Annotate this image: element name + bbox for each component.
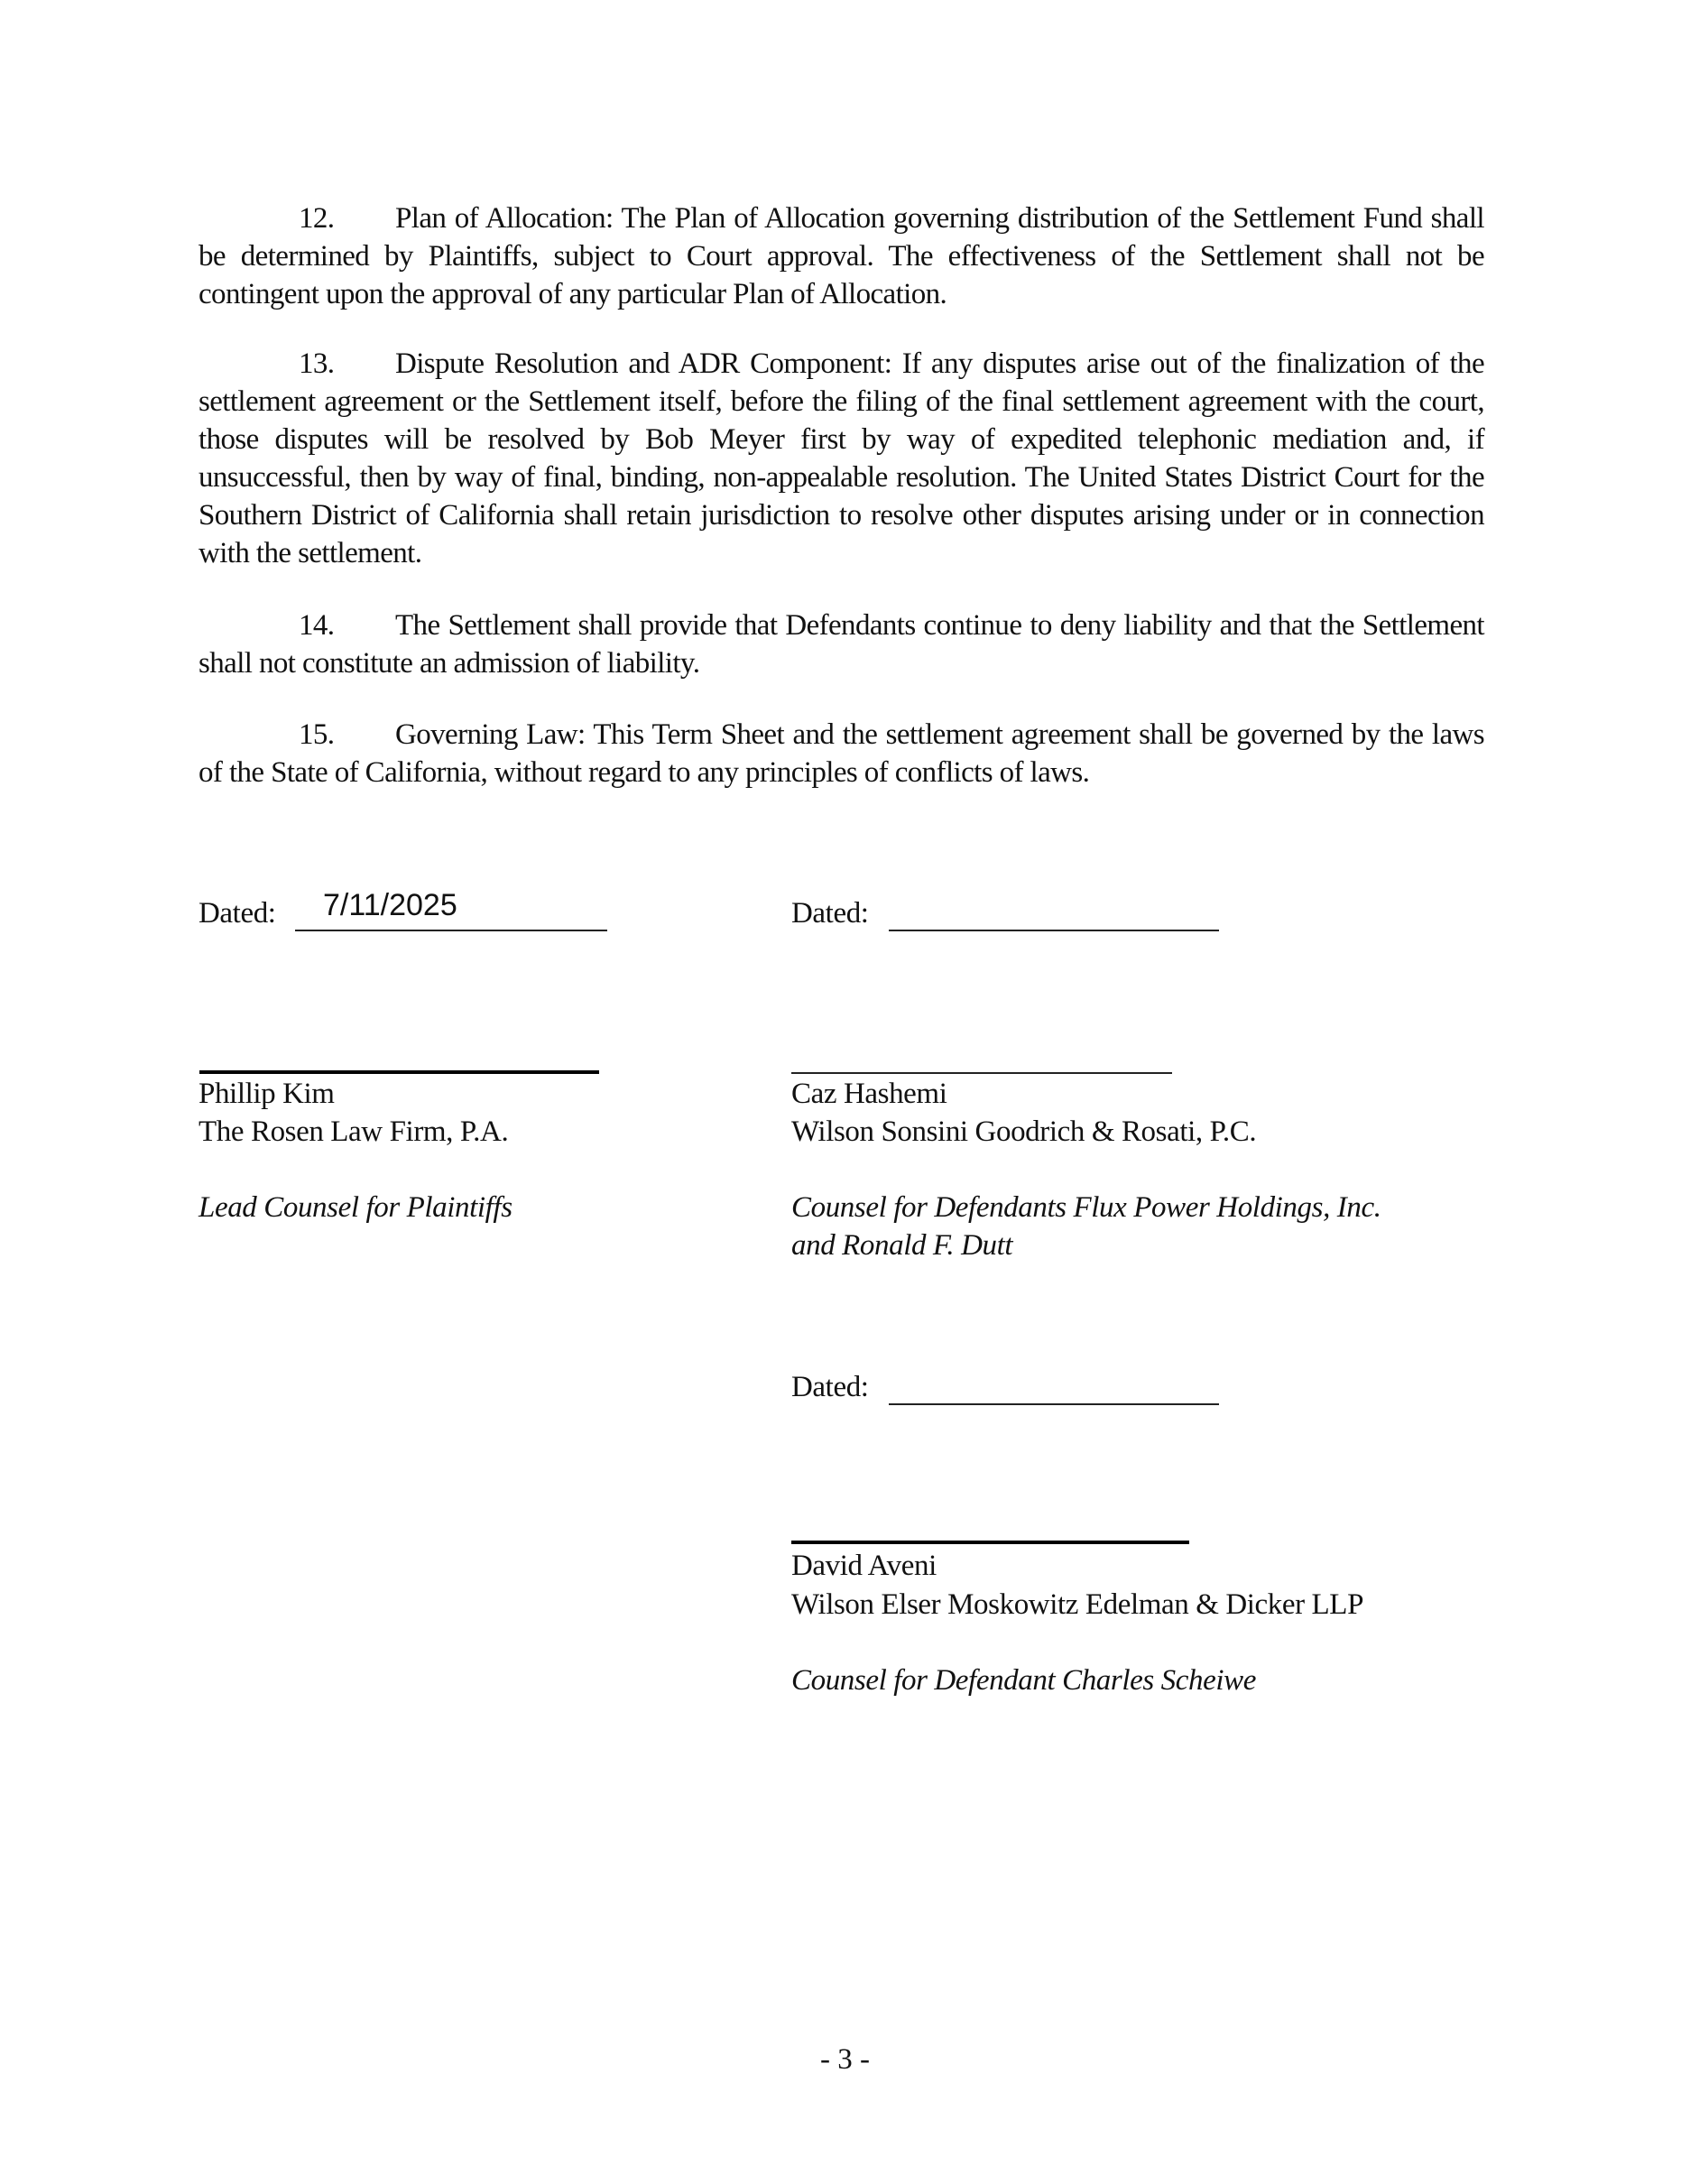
signature-line[interactable] [791,1541,1189,1544]
date-line [889,1403,1219,1405]
paragraph-number: 15. [299,718,335,751]
paragraph-number: 13. [299,347,335,380]
paragraph-14 [199,606,1484,682]
paragraph-number: 12. [299,202,335,235]
paragraph-text: Plan of Allocation: The Plan of Allocation governing distribution of the Settlement Fund shall be determined by Plaintiffs, subject to Court approval. The effectiveness of the Settlement shall not be contingent upon the approval of any particular Plan of Allocation. [199,202,1484,310]
signer-name: Phillip Kim [199,1078,335,1110]
paragraph-text: The Settlement shall provide that Defendants continue to deny liability and that the Settlement shall not constitute an admission of liability. [199,609,1484,680]
signer-name: Caz Hashemi [791,1078,947,1110]
paragraph-12 [199,199,1484,313]
signer-firm: Wilson Elser Moskowitz Edelman & Dicker LLP [791,1588,1364,1621]
paragraph-text: Dispute Resolution and ADR Component: If any disputes arise out of the finalization of the settlement agreement or the Settlement itself, before the filing of the final settlement agreement with the court, those disputes will be resolved by Bob Meyer first by way of expedited telephonic mediation and, if unsuccessful, then by way of final, binding, non-appealable resolution. The United States District Court for the Southern District of California shall retain jurisdiction to resolve other disputes arising under or in connection with the settlement. [199,347,1484,569]
paragraph-text: Governing Law: This Term Sheet and the settlement agreement shall be governed by the laws of the State of California, without regard to any principles of conflicts of laws. [199,718,1484,789]
dated-label: Dated: [791,1371,869,1403]
signer-role: Counsel for Defendants Flux Power Holdings, Inc. [791,1191,1381,1224]
signer-name: David Aveni [791,1550,937,1582]
paragraph-number: 14. [299,609,335,642]
dated-label: Dated: [791,897,869,930]
signer-role: Counsel for Defendant Charles Scheiwe [791,1664,1256,1697]
date-line [889,930,1219,931]
signer-role-continued: and Ronald F. Dutt [791,1229,1013,1262]
date-line [295,930,607,931]
page-number: - 3 - [820,2043,870,2076]
signer-firm: The Rosen Law Firm, P.A. [199,1115,509,1148]
paragraph-15 [199,716,1484,791]
signer-firm: Wilson Sonsini Goodrich & Rosati, P.C. [791,1115,1257,1148]
signature-line[interactable] [791,1072,1172,1074]
signature-line[interactable] [199,1070,599,1074]
paragraph-13 [199,345,1484,572]
date-value[interactable]: 7/11/2025 [323,888,457,922]
dated-label: Dated: [199,897,276,930]
signer-role: Lead Counsel for Plaintiffs [199,1191,513,1224]
